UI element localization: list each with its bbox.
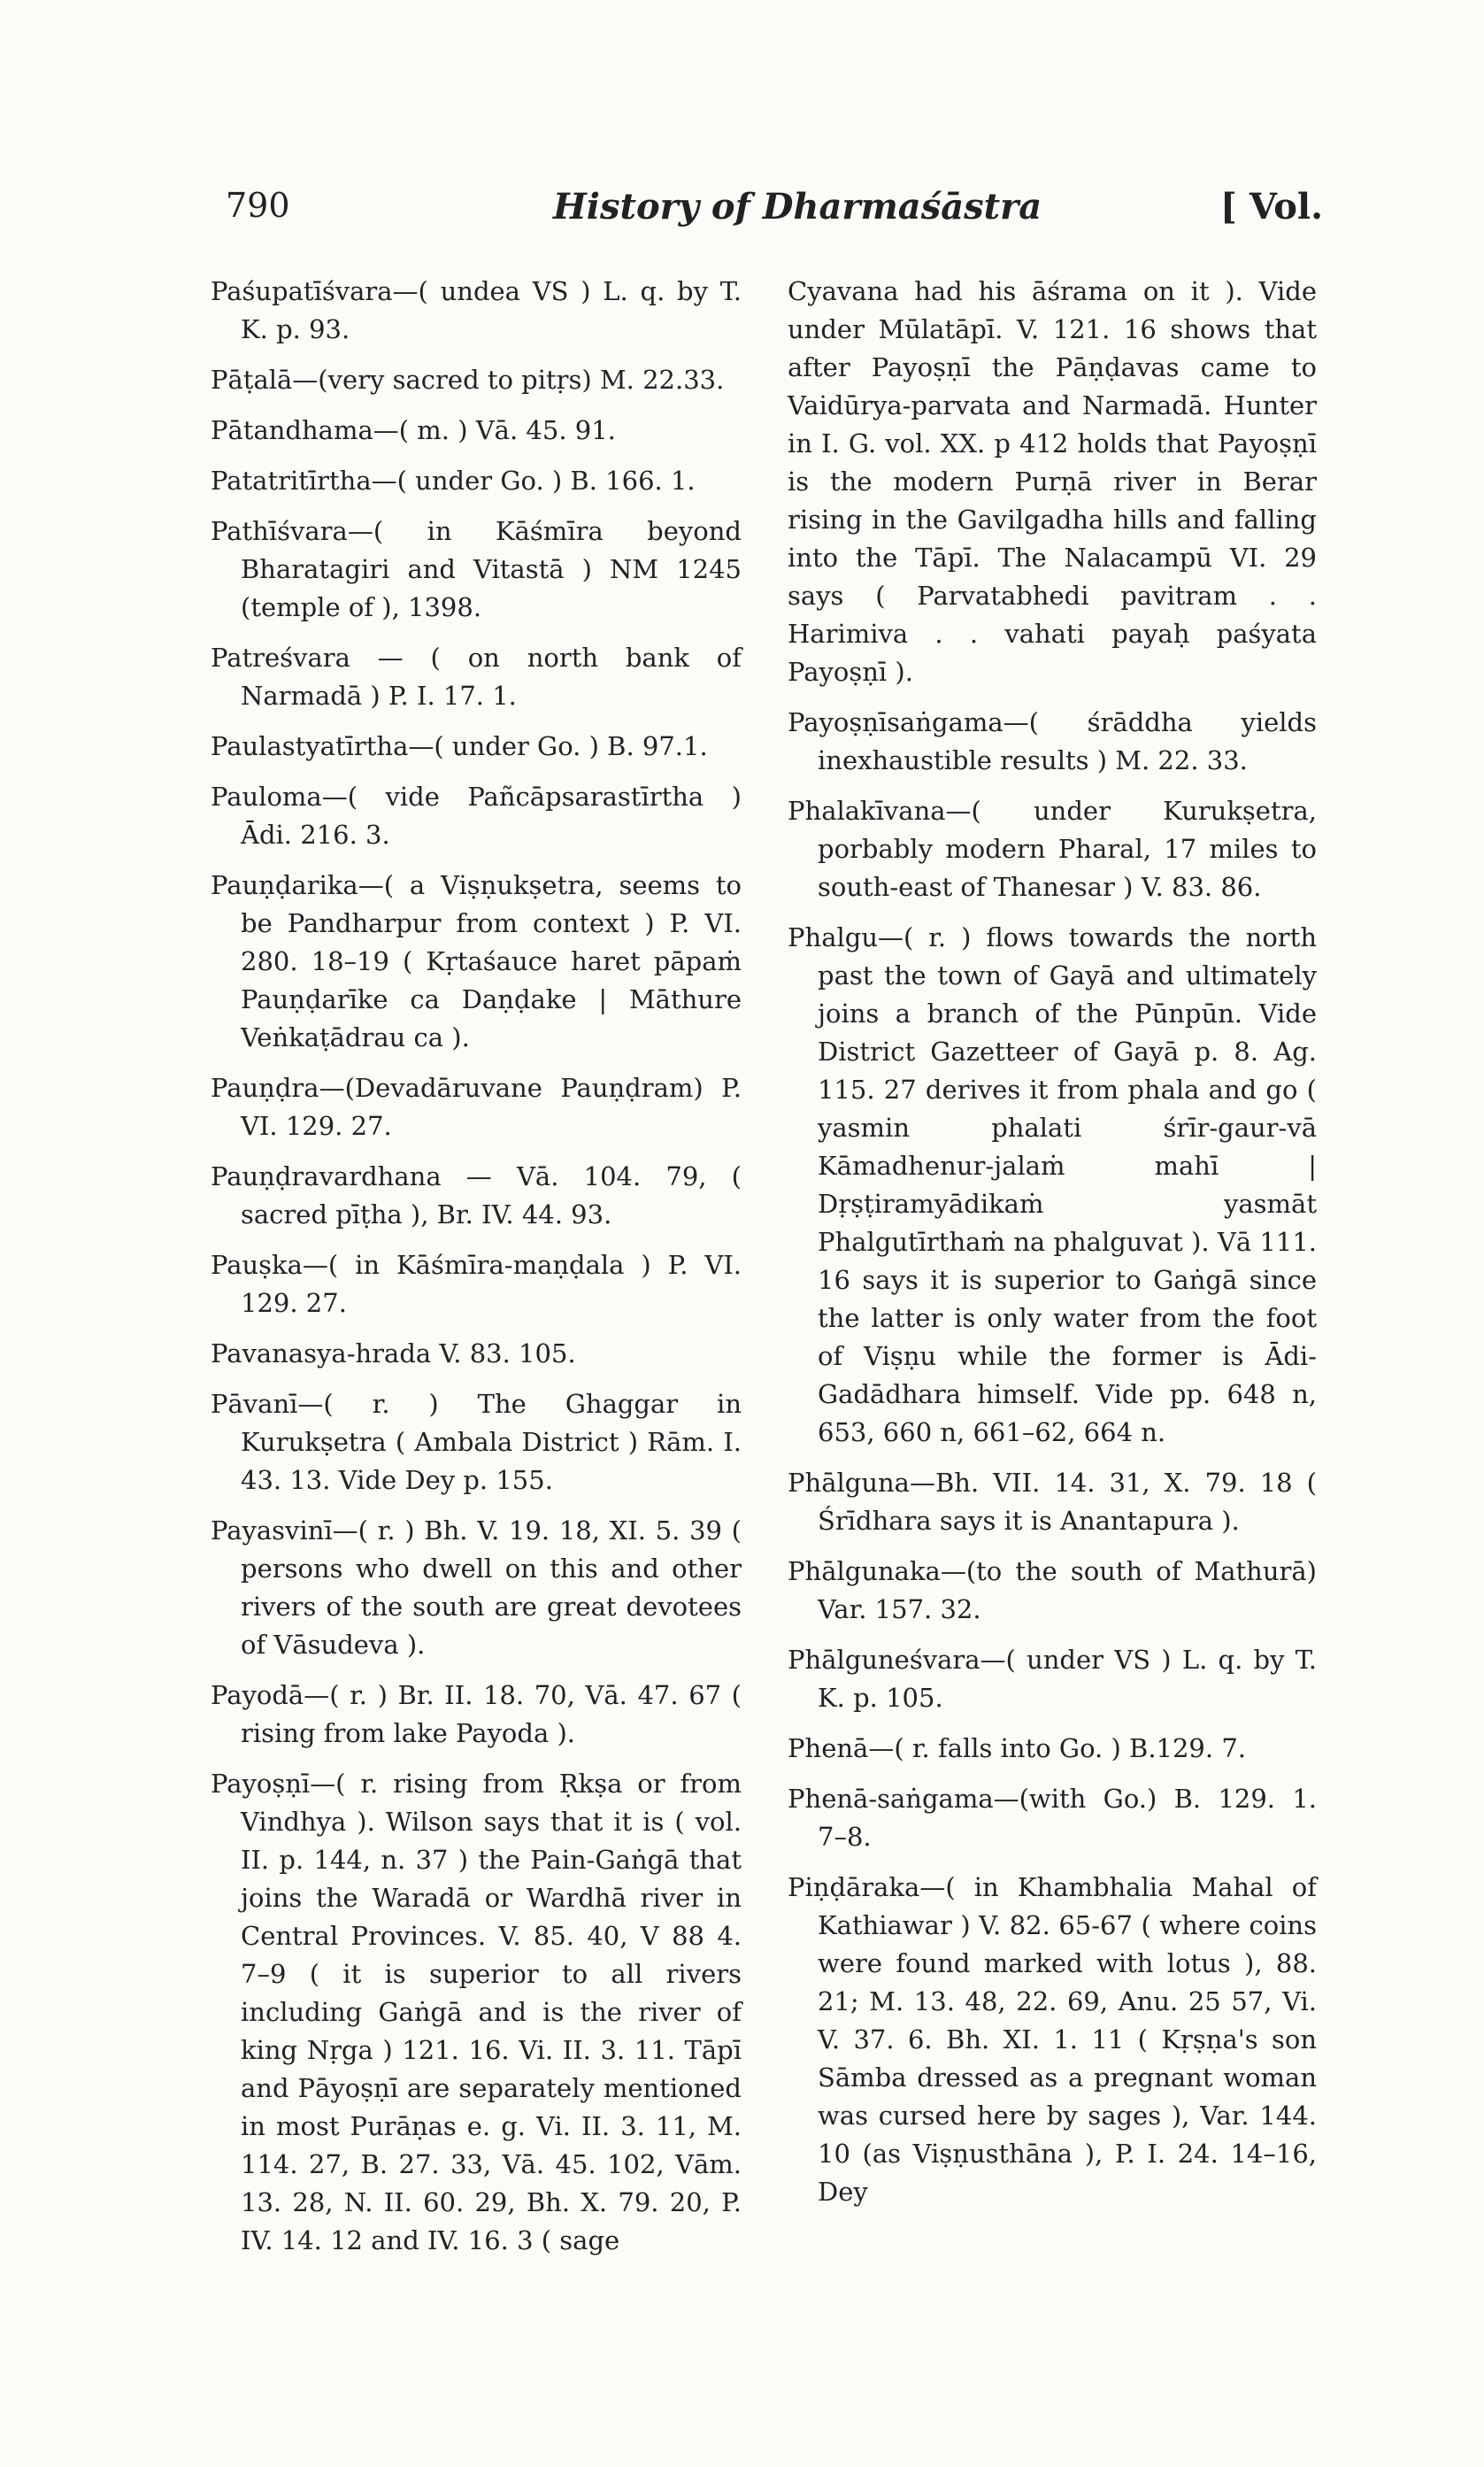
entry-pathisvara: Pathīśvara—( in Kāśmīra beyond Bharatagiri and Vitastā ) NM 1245 (temple of ), 1398. <box>211 516 742 622</box>
entry-patandhama: Pātandhama—( m. ) Vā. 45. 91. <box>211 415 616 445</box>
running-title: History of Dharmaśāstra <box>553 186 1042 227</box>
entry-pasupatisvara: Paśupatīśvara—( undea VS ) L. q. by T. K. p. 93. <box>211 276 742 344</box>
entry-payosni: Payoṣṇī—( r. rising from Ṛkṣa or from Vindhya ). Wilson says that it is ( vol. II. p. 144, n. 37 ) the Pain-Gaṅgā that joins the Waradā or Wardhā river in Central Provinces. V. 85. 40, V 88 4. 7–9 ( it is superior to all rivers including Gaṅgā and is the river of king Nṛga ) 121. 16. Vi. II. 3. 11. Tāpī and Pāyoṣṇī are separately mentioned in most Purāṇas e. g. Vi. II. 3. 11, M. 114. 27, B. 27. 33, Vā. 45. 102, Vām. 13. 28, N. II. 60. 29, Bh. X. 79. 20, P. IV. 14. 12 and IV. 16. 3 ( sage <box>211 1769 742 2255</box>
entry-pavanasya-hrada: Pavanasya-hrada V. 83. 105. <box>211 1338 576 1368</box>
entry-patresvara: Patreśvara — ( on north bank of Narmadā ) P. I. 17. 1. <box>211 643 742 711</box>
entry-payoda: Payodā—( r. ) Br. II. 18. 70, Vā. 47. 67 ( rising from lake Payoda ). <box>211 1680 742 1748</box>
entry-paundra: Pauṇḍra—(Devadāruvane Pauṇḍram) P. VI. 129. 27. <box>211 1073 742 1141</box>
entry-pavani: Pāvanī—( r. ) The Ghaggar in Kurukṣetra ( Ambala District ) Rām. I. 43. 13. Vide Dey p. 155. <box>211 1389 742 1495</box>
entry-phalgu: Phalgu—( r. ) flows towards the north past the town of Gayā and ultimately joins a branch of the Pūnpūn. Vide District Gazetteer of Gayā p. 8. Ag. 115. 27 derives it from phala and go ( yasmin phalati śrīr-gaur-vā Kāmadhenur-jalaṁ mahī | Dṛṣṭiramyādikaṁ yasmāt Phalgutīrthaṁ na phalguvat ). Vā 111. 16 says it is superior to Gaṅgā since the latter is only water from the foot of Viṣṇu while the former is Ādi-Gadādhara himself. Vide pp. 648 n, 653, 660 n, 661–62, 664 n. <box>788 922 1317 1447</box>
left-column <box>211 273 742 2272</box>
volume-marker: [ Vol. <box>1219 186 1323 227</box>
entry-paundarika: Pauṇḍarika—( a Viṣṇukṣetra, seems to be Pandharpur from context ) P. VI. 280. 18–19 ( Kṛtaśauce haret pāpaṁ Pauṇḍarīke ca Daṇḍake | Māthure Veṅkaṭādrau ca ). <box>211 870 742 1052</box>
entry-phena: Phenā—( r. falls into Go. ) B.129. 7. <box>788 1733 1246 1763</box>
right-column <box>788 273 1317 2224</box>
entry-pauska: Pauṣka—( in Kāśmīra-maṇḍala ) P. VI. 129. 27. <box>211 1250 742 1318</box>
entry-phalgunesvara: Phālguneśvara—( under VS ) L. q. by T. K. p. 105. <box>788 1645 1317 1713</box>
page-number: 790 <box>226 186 290 225</box>
entry-pauloma: Pauloma—( vide Pañcāpsarastīrtha ) Ādi. 216. 3. <box>211 782 742 850</box>
entry-payosnisangama: Payoṣṇīsaṅgama—( śrāddha yields inexhaustible results ) M. 22. 33. <box>788 707 1317 775</box>
entry-paulastyatirtha: Paulastyatīrtha—( under Go. ) B. 97.1. <box>211 731 708 761</box>
page-header <box>226 186 1323 239</box>
entry-patatritirtha: Patatritīrtha—( under Go. ) B. 166. 1. <box>211 466 696 496</box>
entry-phena-sangama: Phenā-saṅgama—(with Go.) B. 129. 1. 7–8. <box>788 1784 1317 1852</box>
entry-continuation: Cyavana had his āśrama on it ). Vide under Mūlatāpī. V. 121. 16 shows that after Payoṣṇī the Pāṇḍavas came to Vaidūrya-parvata and Narmadā. Hunter in I. G. vol. XX. p 412 holds that Payoṣṇī is the modern Purṇā river in Berar rising in the Gavilgadha hills and falling into the Tāpī. The Nalacampū VI. 29 says ( Parvatabhedi pavitram . . Harimiva . . vahati payaḥ paśyata Payoṣṇī ). <box>788 276 1317 687</box>
entry-patala: Pāṭalā—(very sacred to pitṛs) M. 22.33. <box>211 365 725 395</box>
entry-phalgunaka: Phālgunaka—(to the south of Mathurā) Var. 157. 32. <box>788 1556 1317 1624</box>
entry-phalguna: Phālguna—Bh. VII. 14. 31, X. 79. 18 ( Śrīdhara says it is Anantapura ). <box>788 1468 1317 1536</box>
entry-phalakivana: Phalakīvana—( under Kurukṣetra, porbably modern Pharal, 17 miles to south-east of Thanesar ) V. 83. 86. <box>788 796 1317 902</box>
entry-paundravardhana: Pauṇḍravardhana — Vā. 104. 79, ( sacred pīṭha ), Br. IV. 44. 93. <box>211 1161 742 1230</box>
entry-payasvini: Payasvinī—( r. ) Bh. V. 19. 18, XI. 5. 39 ( persons who dwell on this and other rivers of the south are great devotees of Vāsudeva ). <box>211 1515 742 1660</box>
entry-pindaraka: Piṇḍāraka—( in Khambhalia Mahal of Kathiawar ) V. 82. 65-67 ( where coins were found marked with lotus ), 88. 21; M. 13. 48, 22. 69, Anu. 25 57, Vi. V. 37. 6. Bh. XI. 1. 11 ( Kṛṣṇa's son Sāmba dressed as a pregnant woman was cursed here by sages ), Var. 144. 10 (as Viṣṇusthāna ), P. I. 24. 14–16, Dey <box>788 1872 1317 2207</box>
